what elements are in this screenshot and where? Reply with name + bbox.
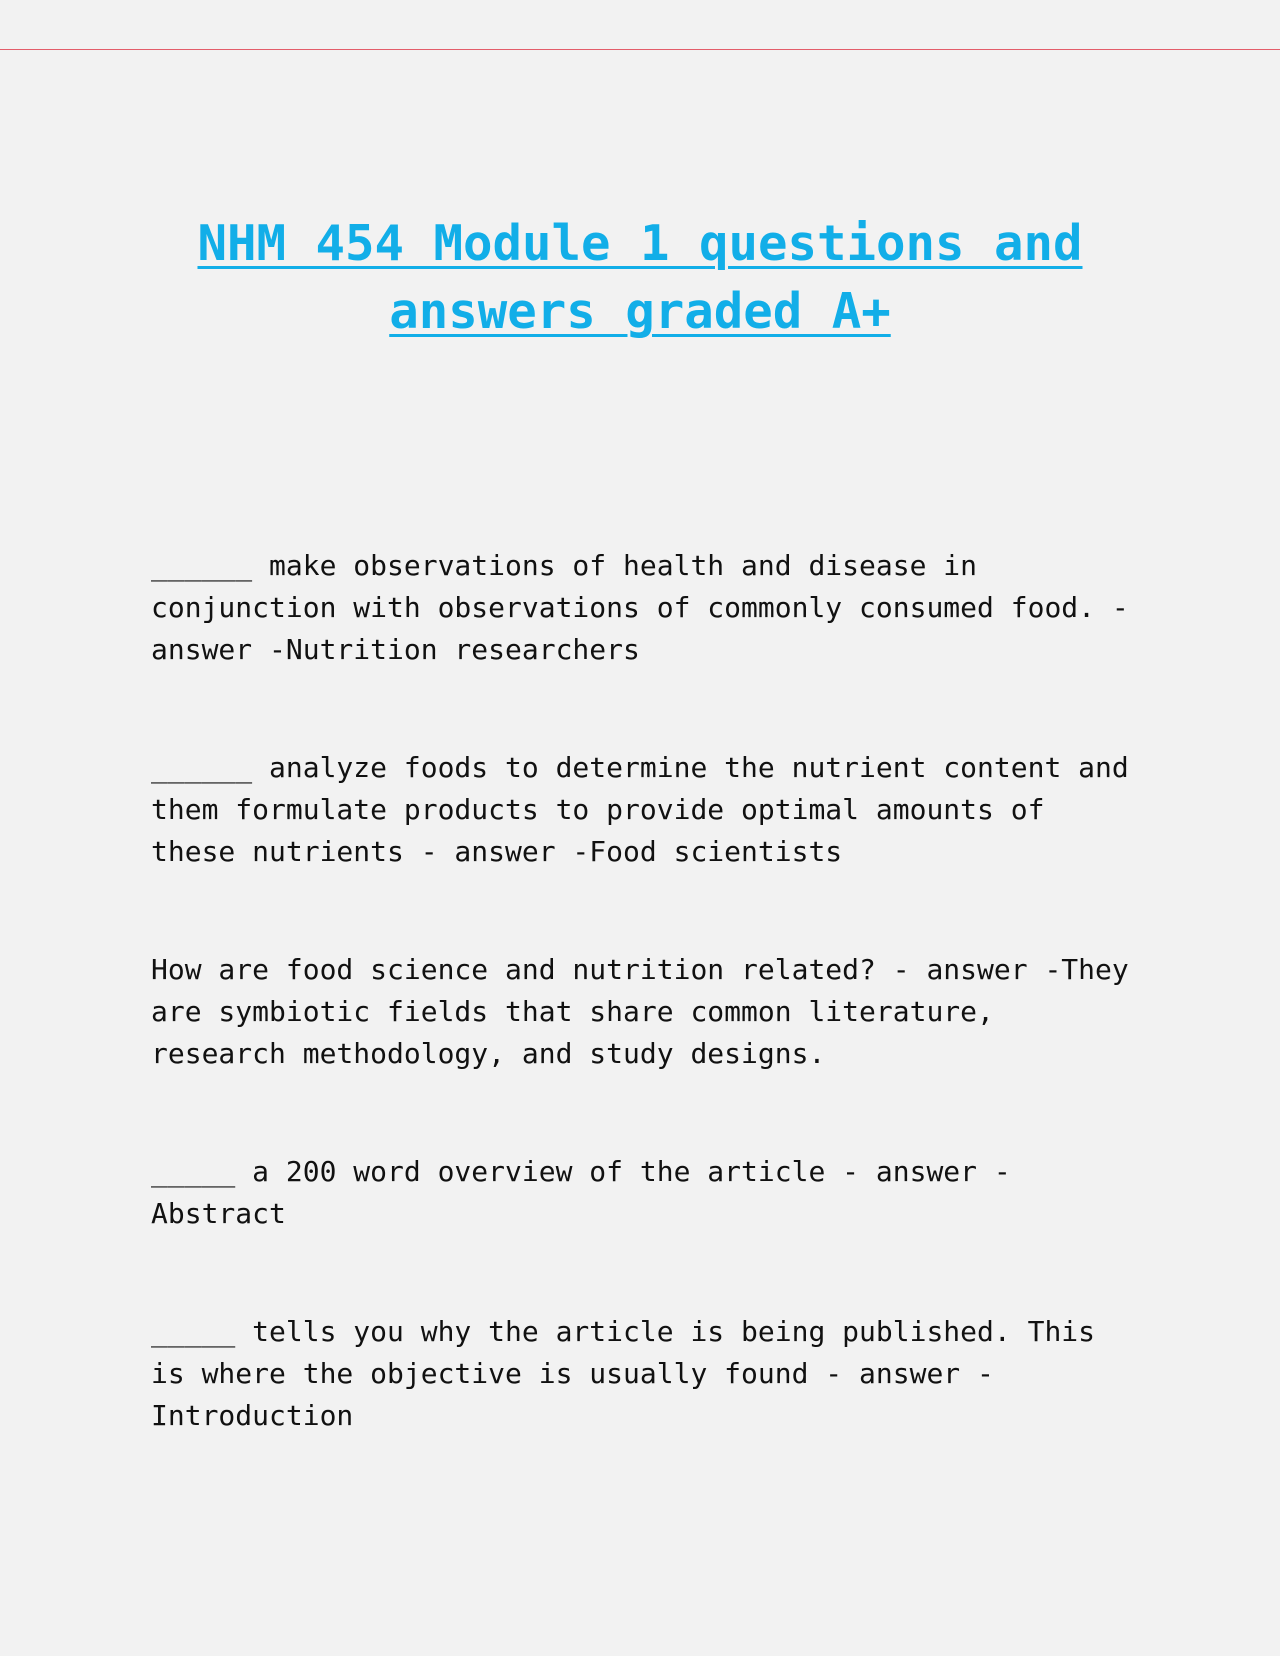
qa-list — [151, 545, 1141, 1437]
title-line-1: NHM 454 Module 1 questions and — [197, 215, 1083, 272]
qa-item: _____ tells you why the article is being published. This is where the objective is usually found - answer -Introduction — [151, 1315, 1096, 1432]
qa-item: ______ make observations of health and disease in conjunction with observations of commonly consumed food. - answer -Nutrition researchers — [151, 549, 1129, 666]
qa-item: ______ analyze foods to determine the nutrient content and them formulate products to provide optimal amounts of these nutrients - answer -Food scientists — [151, 751, 1129, 868]
header-rule — [0, 49, 1280, 50]
title-line-2: answers graded A+ — [389, 283, 891, 340]
qa-item: How are food science and nutrition related? - answer -They are symbiotic fields that share common literature, research methodology, and study designs. — [151, 953, 1129, 1070]
document-title — [140, 210, 1140, 346]
qa-item: _____ a 200 word overview of the article - answer -Abstract — [151, 1155, 1011, 1230]
